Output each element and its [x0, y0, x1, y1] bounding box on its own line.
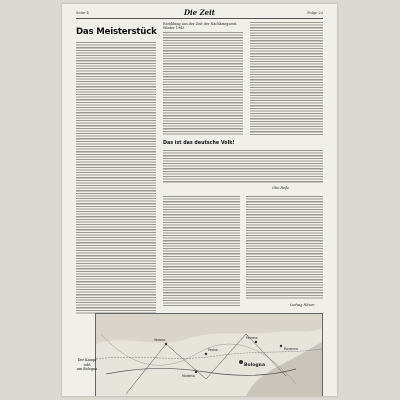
map-caption-line: tobt: [83, 362, 91, 367]
map-caption: [76, 358, 98, 372]
article-title: Das Meisterstück: [76, 27, 157, 37]
article-subcaption: Erzählung aus der Zeit der Nachkriegszeit. Winter 1943: [163, 22, 238, 30]
body-text-column-5: [246, 196, 323, 300]
map-label-verona: Verona: [154, 338, 166, 342]
intro-text-block: [163, 150, 323, 184]
body-text-column-2: [163, 32, 243, 136]
map-drawing: [96, 314, 322, 396]
map-label-ferrara: Ferrara: [246, 336, 258, 340]
map-label-modena: Modena: [182, 374, 195, 378]
body-text-column-3: [250, 22, 323, 136]
header-divider: [76, 18, 323, 19]
map-caption-line: um Bologna: [76, 367, 98, 372]
body-text-column-1: [76, 42, 156, 314]
map-label-bologna: Bologna: [244, 363, 266, 368]
author-signature: Otto Heße: [272, 186, 290, 190]
newspaper-page: [62, 4, 337, 396]
map-label-padua: Padua: [208, 348, 218, 352]
section-heading: Das ist das deutsche Volk!: [163, 141, 235, 146]
page-number-right: Folge 23: [307, 11, 323, 15]
page-number-left: Seite 4: [76, 11, 89, 15]
author-signature-2: Ludwig Nitzen: [290, 303, 315, 307]
map-caption-line: Der Kampf: [77, 358, 97, 362]
body-text-column-4: [163, 196, 240, 306]
map-label-ravenna: Ravenna: [284, 347, 298, 351]
masthead: Die Zeit: [183, 8, 216, 17]
map-figure: [95, 313, 323, 396]
page-header: [76, 8, 323, 18]
